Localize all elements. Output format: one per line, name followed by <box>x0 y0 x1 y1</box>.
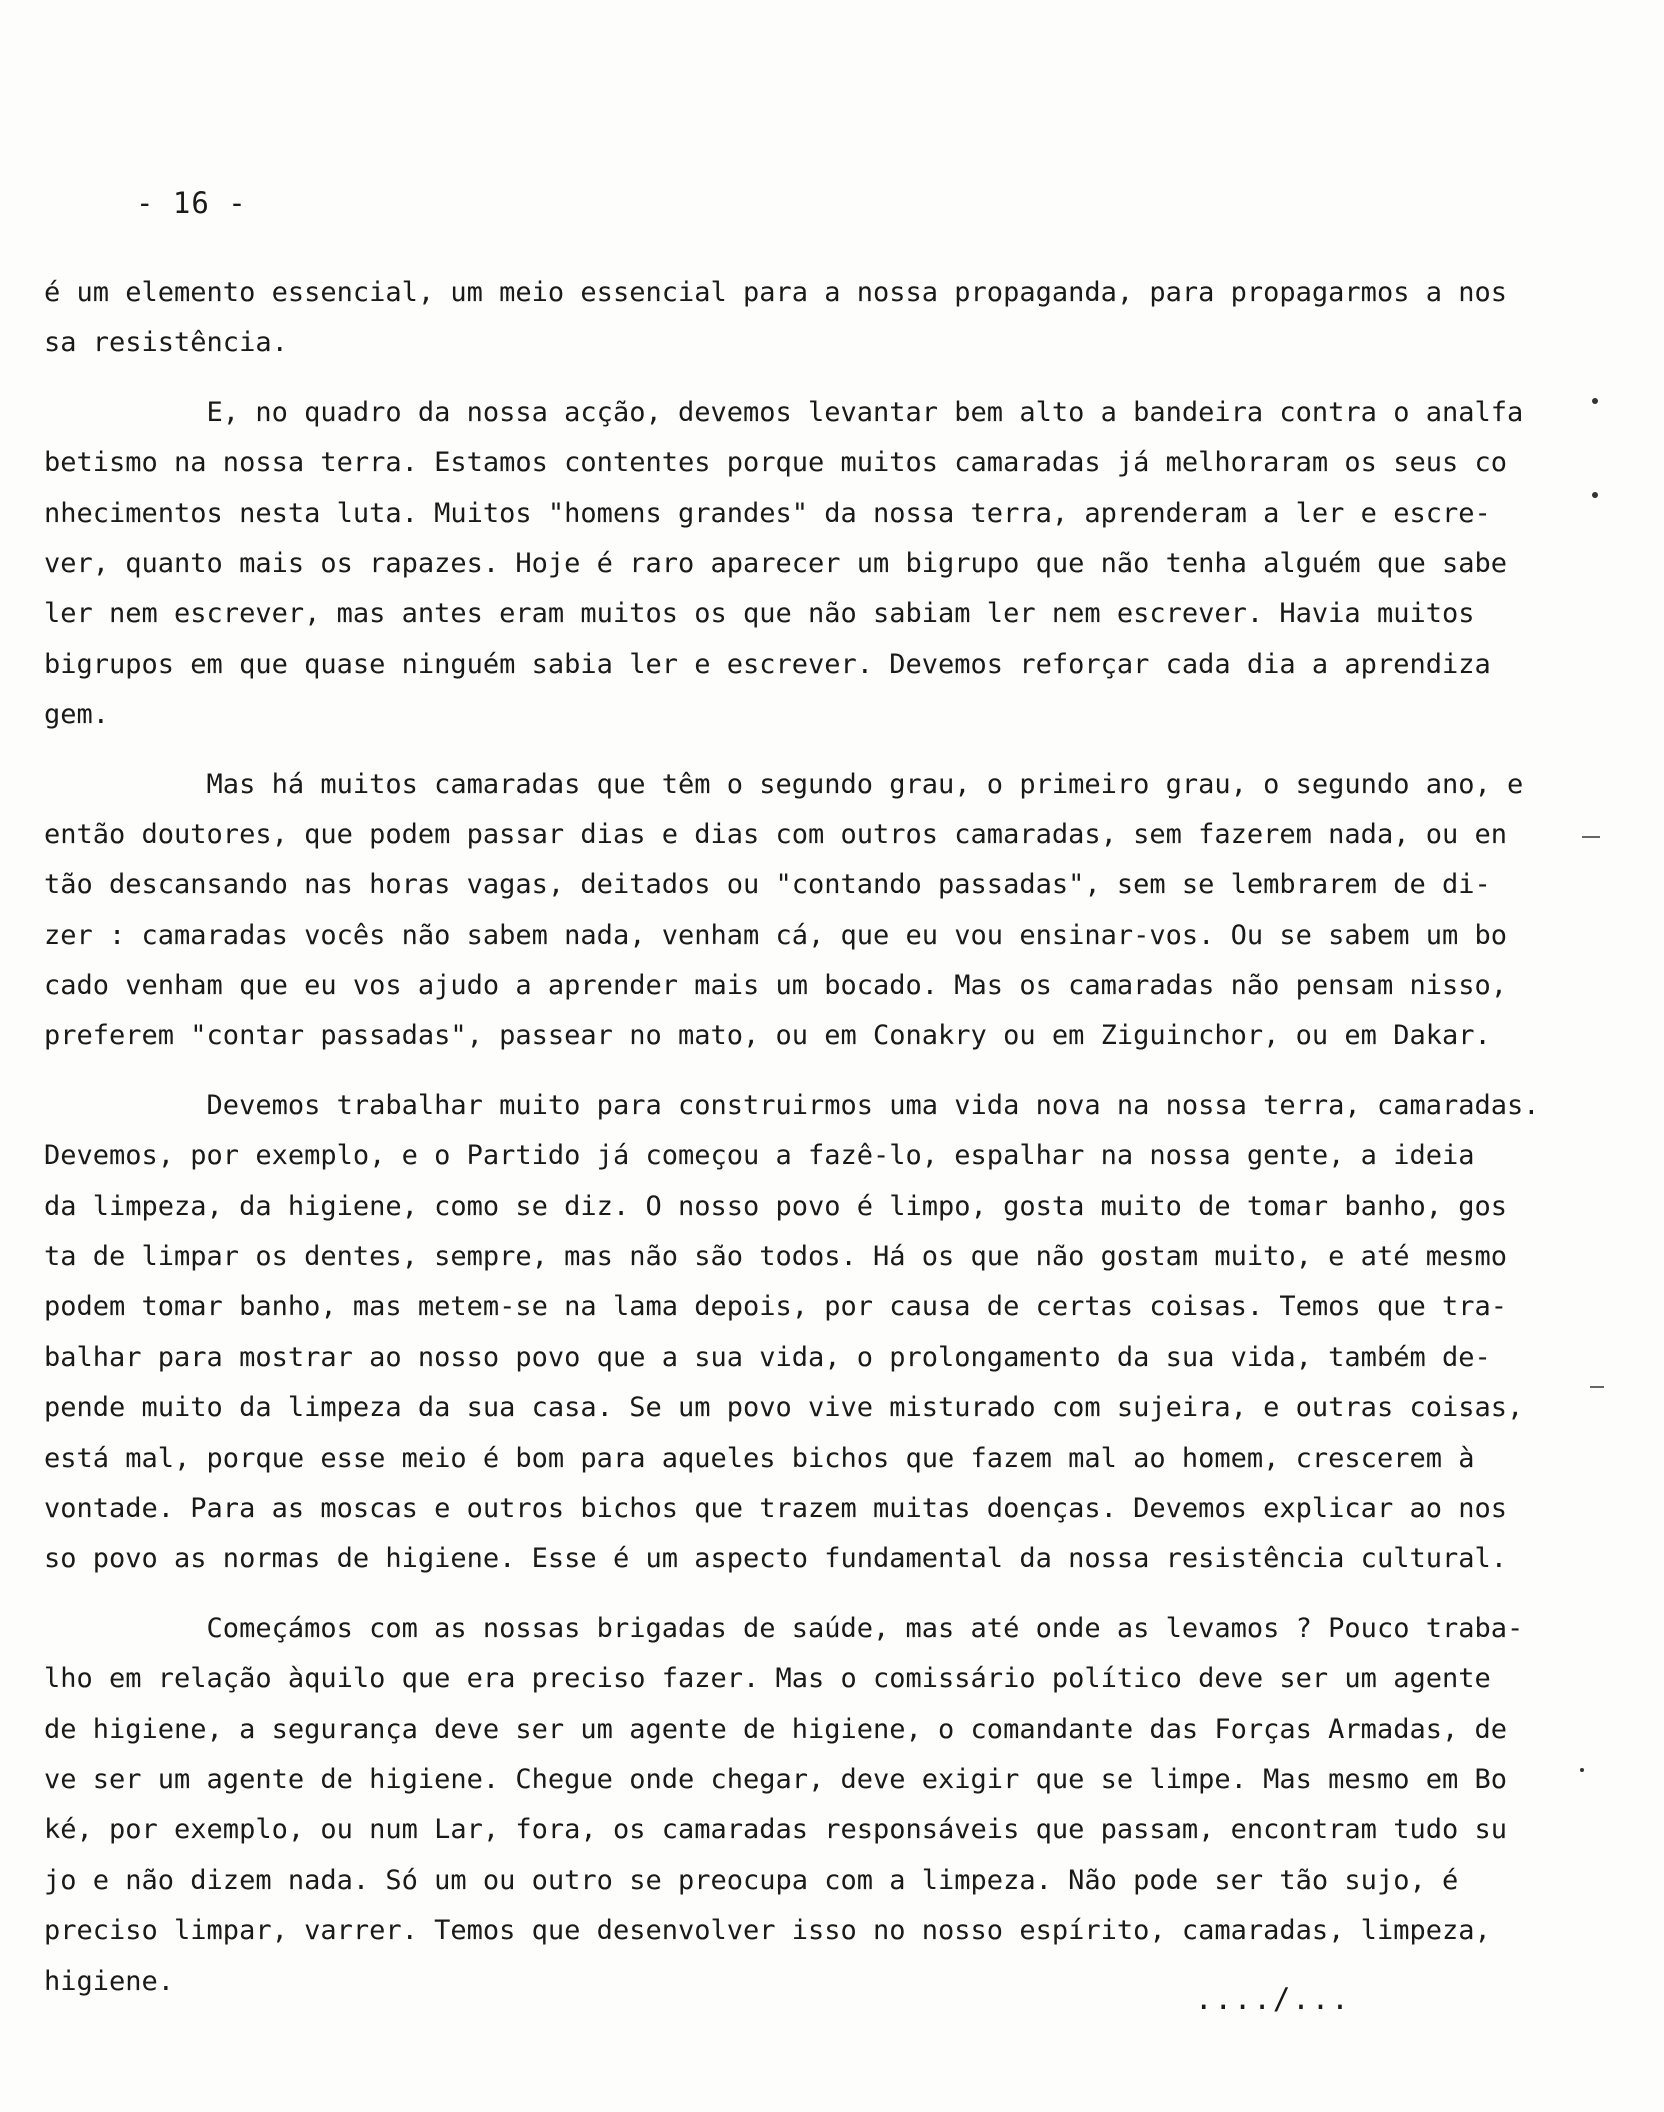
scan-speck <box>1592 492 1598 498</box>
text-line: so povo as normas de higiene. Esse é um aspecto fundamental da nossa resistência cultural. <box>44 1543 1507 1575</box>
text-line: nhecimentos nesta luta. Muitos "homens grandes" da nossa terra, aprenderam a ler e escre- <box>44 497 1491 529</box>
scan-dash <box>1590 1386 1604 1388</box>
body-text <box>44 268 1540 2007</box>
text-line: vontade. Para as moscas e outros bichos que trazem muitas doenças. Devemos explicar ao nos <box>44 1492 1507 1524</box>
text-line: preciso limpar, varrer. Temos que desenvolver isso no nosso espírito, camaradas, limpeza, <box>44 1915 1491 1947</box>
text-line: jo e não dizem nada. Só um ou outro se preocupa com a limpeza. Não pode ser tão sujo, é <box>44 1864 1459 1896</box>
scan-speck <box>1592 398 1598 404</box>
text-line: ta de limpar os dentes, sempre, mas não são todos. Há os que não gostam muito, e até mesmo <box>44 1241 1507 1273</box>
paragraph-4 <box>44 1081 1540 1585</box>
text-line: então doutores, que podem passar dias e dias com outros camaradas, sem fazerem nada, ou en <box>44 818 1507 850</box>
text-line: ké, por exemplo, ou num Lar, fora, os camaradas responsáveis que passam, encontram tudo su <box>44 1814 1507 1846</box>
text-line: E, no quadro da nossa acção, devemos levantar bem alto a bandeira contra o analfa <box>44 396 1524 428</box>
text-line: ler nem escrever, mas antes eram muitos os que não sabiam ler nem escrever. Havia muitos <box>44 598 1475 630</box>
text-line: preferem "contar passadas", passear no mato, ou em Conakry ou em Ziguinchor, ou em Dakar. <box>44 1020 1491 1052</box>
text-line: da limpeza, da higiene, como se diz. O nosso povo é limpo, gosta muito de tomar banho, gos <box>44 1190 1507 1222</box>
scan-speck <box>1580 1768 1584 1772</box>
text-line: Devemos trabalhar muito para construirmos uma vida nova na nossa terra, camaradas. <box>44 1089 1540 1121</box>
scan-dash <box>1582 836 1600 838</box>
page-number: - 16 - <box>136 186 247 220</box>
text-line: betismo na nossa terra. Estamos contentes porque muitos camaradas já melhoraram os seus co <box>44 447 1507 479</box>
text-line: lho em relação àquilo que era preciso fazer. Mas o comissário político deve ser um agente <box>44 1663 1491 1695</box>
paragraph-2 <box>44 388 1524 741</box>
text-line: está mal, porque esse meio é bom para aqueles bichos que fazem mal ao homem, crescerem à <box>44 1442 1475 1474</box>
text-line: tão descansando nas horas vagas, deitados ou "contando passadas", sem se lembrarem de di- <box>44 869 1491 901</box>
text-line: balhar para mostrar ao nosso povo que a sua vida, o prolongamento da sua vida, também de- <box>44 1341 1491 1373</box>
text-line: ver, quanto mais os rapazes. Hoje é raro aparecer um bigrupo que não tenha alguém que sabe <box>44 547 1507 579</box>
text-line: Mas há muitos camaradas que têm o segundo grau, o primeiro grau, o segundo ano, e <box>44 768 1524 800</box>
text-line: ve ser um agente de higiene. Chegue onde chegar, deve exigir que se limpe. Mas mesmo em Bo <box>44 1763 1507 1795</box>
paragraph-1 <box>44 268 1507 369</box>
text-line: pende muito da limpeza da sua casa. Se um povo vive misturado com sujeira, e outras coisas, <box>44 1392 1524 1424</box>
paragraph-5 <box>44 1604 1524 2007</box>
text-line: Começámos com as nossas brigadas de saúde, mas até onde as levamos ? Pouco traba- <box>44 1612 1524 1644</box>
text-line: sa resistência. <box>44 327 288 359</box>
text-line: higiene. <box>44 1965 175 1997</box>
paragraph-3 <box>44 760 1524 1062</box>
text-line: zer : camaradas vocês não sabem nada, venham cá, que eu vou ensinar-vos. Ou se sabem um bo <box>44 919 1507 951</box>
text-line: Devemos, por exemplo, e o Partido já começou a fazê-lo, espalhar na nossa gente, a ideia <box>44 1140 1475 1172</box>
text-line: cado venham que eu vos ajudo a aprender mais um bocado. Mas os camaradas não pensam nisso, <box>44 970 1507 1002</box>
text-line: de higiene, a segurança deve ser um agente de higiene, o comandante das Forças Armadas, de <box>44 1713 1507 1745</box>
text-line: gem. <box>44 699 110 731</box>
text-line: podem tomar banho, mas metem-se na lama depois, por causa de certas coisas. Temos que tra- <box>44 1291 1507 1323</box>
text-line: bigrupos em que quase ninguém sabia ler e escrever. Devemos reforçar cada dia a aprendiza <box>44 648 1491 680</box>
text-line: é um elemento essencial, um meio essencial para a nossa propaganda, para propagarmos a nos <box>44 277 1507 308</box>
continuation-mark: ..../... <box>1195 1982 1351 2016</box>
